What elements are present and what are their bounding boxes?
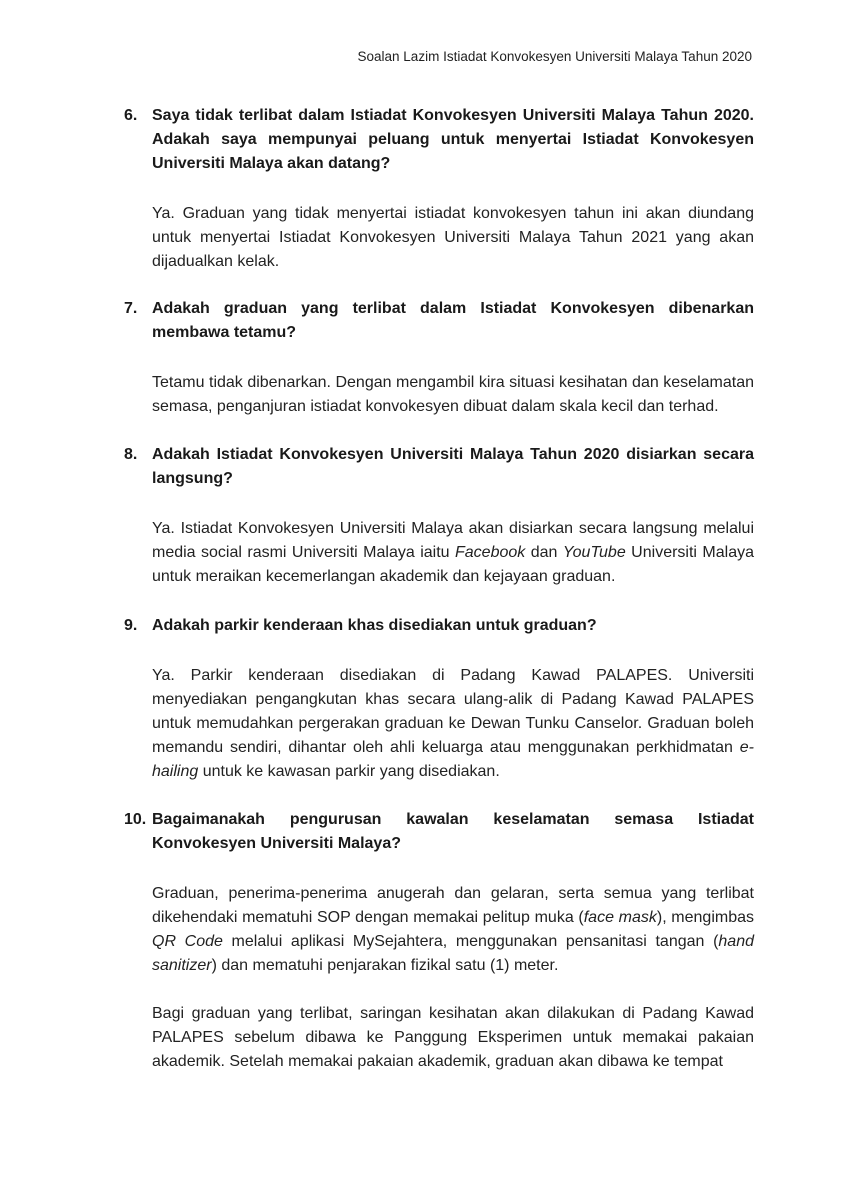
emphasis-facebook: Facebook [455,544,526,561]
emphasis-youtube: YouTube [562,544,626,561]
answer-paragraph [152,1002,754,1074]
answer-paragraph [152,664,754,784]
emphasis-qr-code: QR Code [152,933,223,950]
answer-text: ) dan mematuhi penjarakan fizikal satu (1) meter. [211,957,559,974]
question [124,297,754,345]
faq-item-6 [124,104,754,274]
faq-item-9 [124,614,754,784]
answer-paragraph [152,882,754,978]
question-text: Saya tidak terlibat dalam Istiadat Konvokesyen Universiti Malaya Tahun 2020. Adakah saya mempunyai peluang untuk menyertai Istiadat Konvokesyen Universiti Malaya akan datang? [152,107,754,172]
answer-text: Tetamu tidak dibenarkan. Dengan mengambil kira situasi kesihatan dan keselamatan semasa, penganjuran istiadat konvokesyen dibuat dalam skala kecil dan terhad. [152,374,754,415]
faq-item-7 [124,297,754,419]
emphasis-face-mask: face mask [583,909,657,926]
answer-text: Ya. Graduan yang tidak menyertai istiadat konvokesyen tahun ini akan diundang untuk menyertai Istiadat Konvokesyen Universiti Malaya Tahun 2021 yang akan dijadualkan kelak. [152,205,754,270]
answer-paragraph [152,371,754,419]
question-text: Bagaimanakah pengurusan kawalan keselamatan semasa Istiadat Konvokesyen Universiti Malaya? [152,811,754,852]
question-number: 6. [124,107,138,124]
emphasis-e-hailing: e-hailing [152,739,754,780]
question-text: Adakah graduan yang terlibat dalam Istiadat Konvokesyen dibenarkan membawa tetamu? [152,300,754,341]
question-text: Adakah parkir kenderaan khas disediakan untuk graduan? [152,617,597,634]
answer-text: Bagi graduan yang terlibat, saringan kesihatan akan dilakukan di Padang Kawad PALAPES sebelum dibawa ke Panggung Eksperimen untuk memakai pakaian akademik. Setelah memakai pakaian akademik, graduan akan dibawa ke tempat [152,1005,754,1070]
answer-text: Universiti Malaya untuk meraikan kecemerlangan akademik dan kejayaan graduan. [152,544,754,585]
question [124,104,754,176]
answer-text: dan [525,544,563,561]
answer-paragraph [152,202,754,274]
question-number: 9. [124,617,138,634]
question-text: Adakah Istiadat Konvokesyen Universiti Malaya Tahun 2020 disiarkan secara langsung? [152,446,754,487]
question-number: 7. [124,300,138,317]
question [124,443,754,491]
answer-paragraph [152,517,754,589]
answer-text: melalui aplikasi MySejahtera, menggunakan pensanitasi tangan ( [222,933,719,950]
running-header: Soalan Lazim Istiadat Konvokesyen Universiti Malaya Tahun 2020 [357,49,752,64]
emphasis-hand-sanitizer: hand sanitizer [152,933,754,974]
faq-item-8 [124,443,754,589]
answer-text: Graduan, penerima-penerima anugerah dan gelaran, serta semua yang terlibat dikehendaki mematuhi SOP dengan memakai pelitup muka ( [152,885,754,926]
question-number: 10. [124,811,147,828]
question-number: 8. [124,446,138,463]
answer-text: Ya. Istiadat Konvokesyen Universiti Malaya akan disiarkan secara langsung melalui media social rasmi Universiti Malaya iaitu [152,520,754,561]
faq-item-10 [124,808,754,1074]
answer-text: Ya. Parkir kenderaan disediakan di Padang Kawad PALAPES. Universiti menyediakan pengangkutan khas secara ulang-alik di Padang Kawad PALAPES untuk memudahkan pergerakan graduan ke Dewan Tunku Canselor. Graduan boleh memandu sendiri, dihantar oleh ahli keluarga atau menggunakan perkhidmatan [152,667,754,756]
answer-text: ), mengimbas [656,909,755,926]
question [124,808,754,856]
answer-text: untuk ke kawasan parkir yang disediakan. [198,763,500,780]
question [124,614,754,638]
